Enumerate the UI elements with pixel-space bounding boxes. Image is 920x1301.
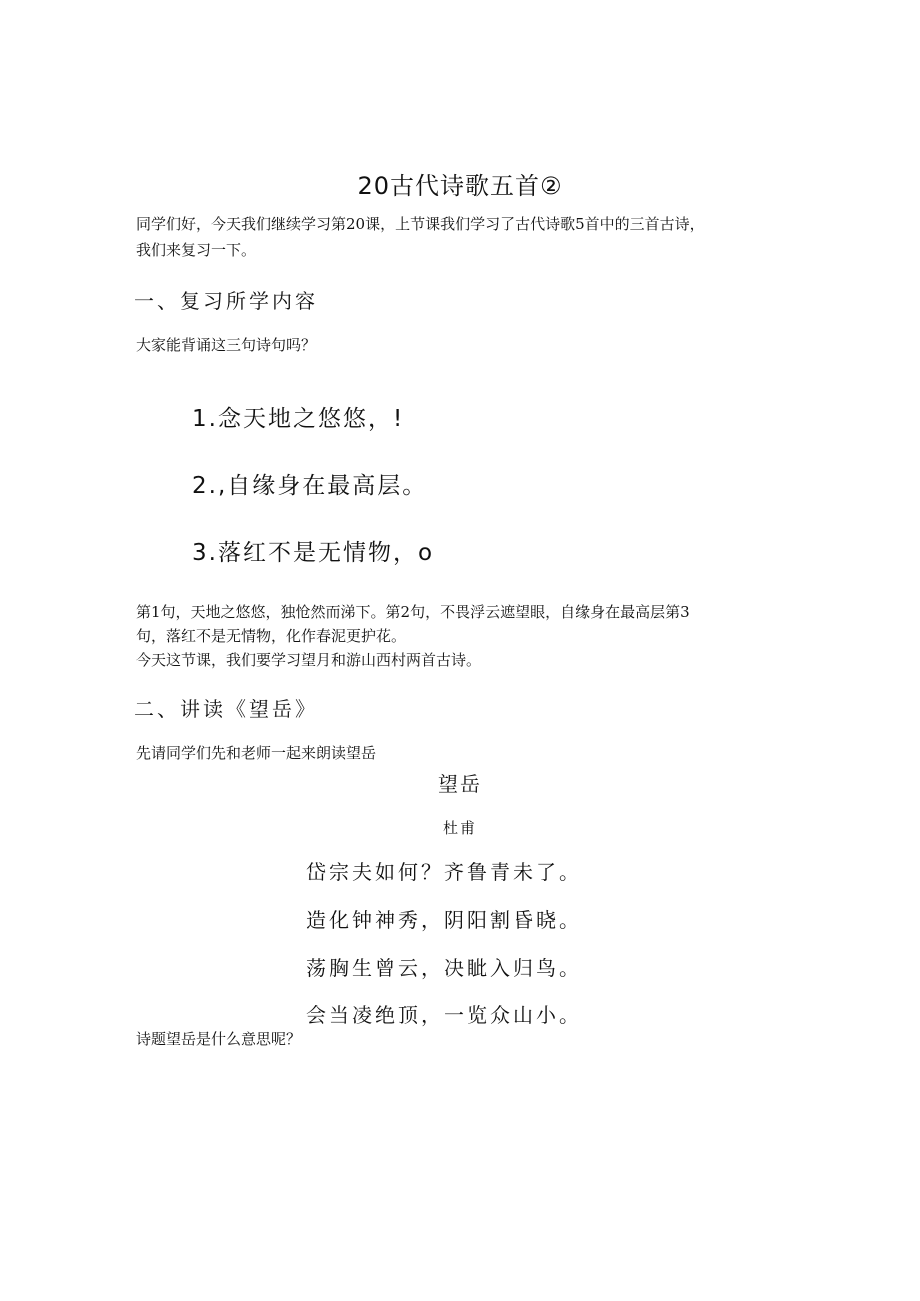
- review-item-3: 3.落红不是无情物，o: [192, 540, 435, 566]
- poem-title: 望岳: [438, 772, 482, 796]
- poem-line-1: 岱宗夫如何？齐鲁青未了。: [306, 860, 582, 884]
- poem-line-4: 会当凌绝顶，一览众山小。: [306, 1003, 582, 1027]
- reading-prompt: 先请同学们先和老师一起来朗读望岳: [136, 744, 377, 762]
- poem-line-3: 荡胸生曾云，决眦入归鸟。: [306, 956, 582, 980]
- answer-line-1: 第1句，天地之悠悠，独怆然而涕下。第2句，不畏浮云遮望眼，自缘身在最高层第3: [136, 603, 690, 621]
- answer-line-2: 句，落红不是无情物，化作春泥更护花。: [136, 627, 407, 645]
- intro-line-1: 同学们好，今天我们继续学习第20课，上节课我们学习了古代诗歌5首中的三首古诗，: [136, 215, 705, 233]
- poem-author: 杜甫: [442, 819, 477, 837]
- today-lesson-text: 今天这节课，我们要学习望月和游山西村两首古诗。: [136, 651, 482, 669]
- section-heading-wangyue: 二、讲读《望岳》: [134, 697, 318, 721]
- review-prompt: 大家能背诵这三句诗句吗？: [136, 336, 317, 354]
- poem-question: 诗题望岳是什么意思呢？: [136, 1030, 302, 1048]
- page-title: 20古代诗歌五首②: [357, 172, 563, 200]
- review-item-2: 2.,自缘身在最高层。: [192, 473, 428, 499]
- intro-line-2: 我们来复习一下。: [136, 241, 257, 259]
- section-heading-review: 一、复习所学内容: [134, 289, 318, 313]
- review-item-1: 1.念天地之悠悠，!: [192, 406, 405, 432]
- poem-line-2: 造化钟神秀，阴阳割昏晓。: [306, 908, 582, 932]
